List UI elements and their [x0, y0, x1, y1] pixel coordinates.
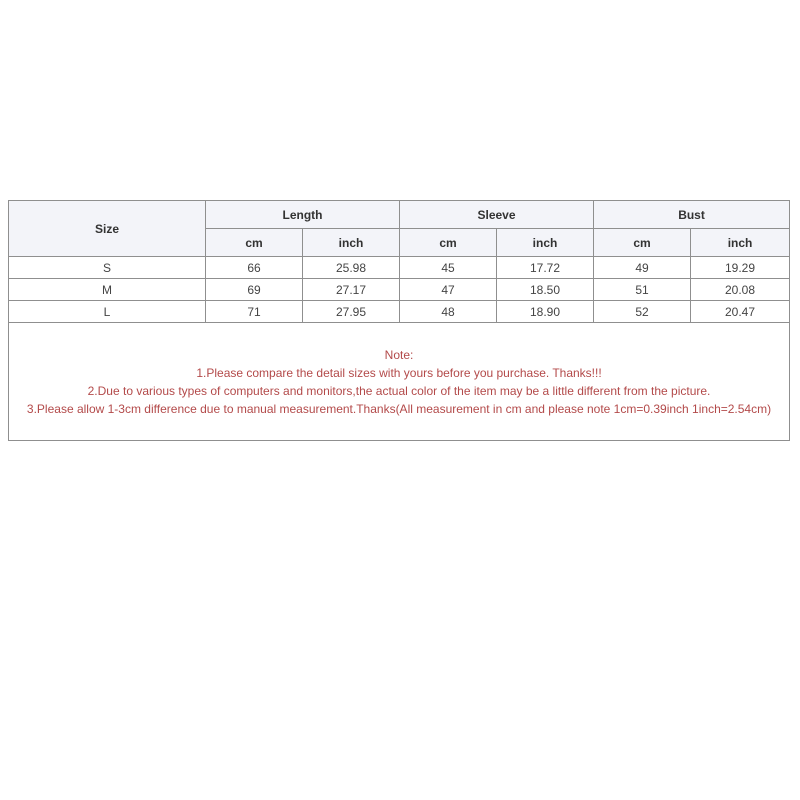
size-header: Size	[9, 201, 206, 257]
length-inch-cell: 27.17	[303, 279, 400, 301]
length-cm-header: cm	[206, 229, 303, 257]
bust-header: Bust	[594, 201, 790, 229]
sleeve-inch-header: inch	[497, 229, 594, 257]
notes-title: Note:	[384, 347, 414, 362]
length-cm-cell: 69	[206, 279, 303, 301]
bust-inch-cell: 20.47	[691, 301, 790, 323]
sleeve-inch-cell: 17.72	[497, 257, 594, 279]
sleeve-inch-cell: 18.50	[497, 279, 594, 301]
size-cell: M	[9, 279, 206, 301]
length-cm-cell: 71	[206, 301, 303, 323]
length-header: Length	[206, 201, 400, 229]
length-inch-header: inch	[303, 229, 400, 257]
sleeve-cm-cell: 48	[400, 301, 497, 323]
note-line-2: 2.Due to various types of computers and monitors,the actual color of the item may be a little different from the picture.	[87, 383, 711, 398]
note-line-3: 3.Please allow 1-3cm difference due to manual measurement.Thanks(All measurement in cm and please note 1cm=0.39inch 1inch=2.54cm)	[26, 401, 772, 416]
table-row	[9, 301, 790, 323]
length-cm-cell: 66	[206, 257, 303, 279]
size-cell: S	[9, 257, 206, 279]
table-row	[9, 279, 790, 301]
sleeve-cm-cell: 47	[400, 279, 497, 301]
notes-block	[9, 346, 789, 418]
size-cell: L	[9, 301, 206, 323]
bust-inch-cell: 19.29	[691, 257, 790, 279]
note-line-1: 1.Please compare the detail sizes with yours before you purchase. Thanks!!!	[196, 365, 602, 380]
size-chart-table	[8, 200, 790, 441]
length-inch-cell: 27.95	[303, 301, 400, 323]
bust-cm-cell: 52	[594, 301, 691, 323]
bust-cm-header: cm	[594, 229, 691, 257]
sleeve-cm-header: cm	[400, 229, 497, 257]
sleeve-inch-cell: 18.90	[497, 301, 594, 323]
bust-inch-header: inch	[691, 229, 790, 257]
bust-inch-cell: 20.08	[691, 279, 790, 301]
sleeve-header: Sleeve	[400, 201, 594, 229]
notes-cell	[9, 323, 790, 441]
bust-cm-cell: 49	[594, 257, 691, 279]
bust-cm-cell: 51	[594, 279, 691, 301]
length-inch-cell: 25.98	[303, 257, 400, 279]
sleeve-cm-cell: 45	[400, 257, 497, 279]
table-row	[9, 257, 790, 279]
